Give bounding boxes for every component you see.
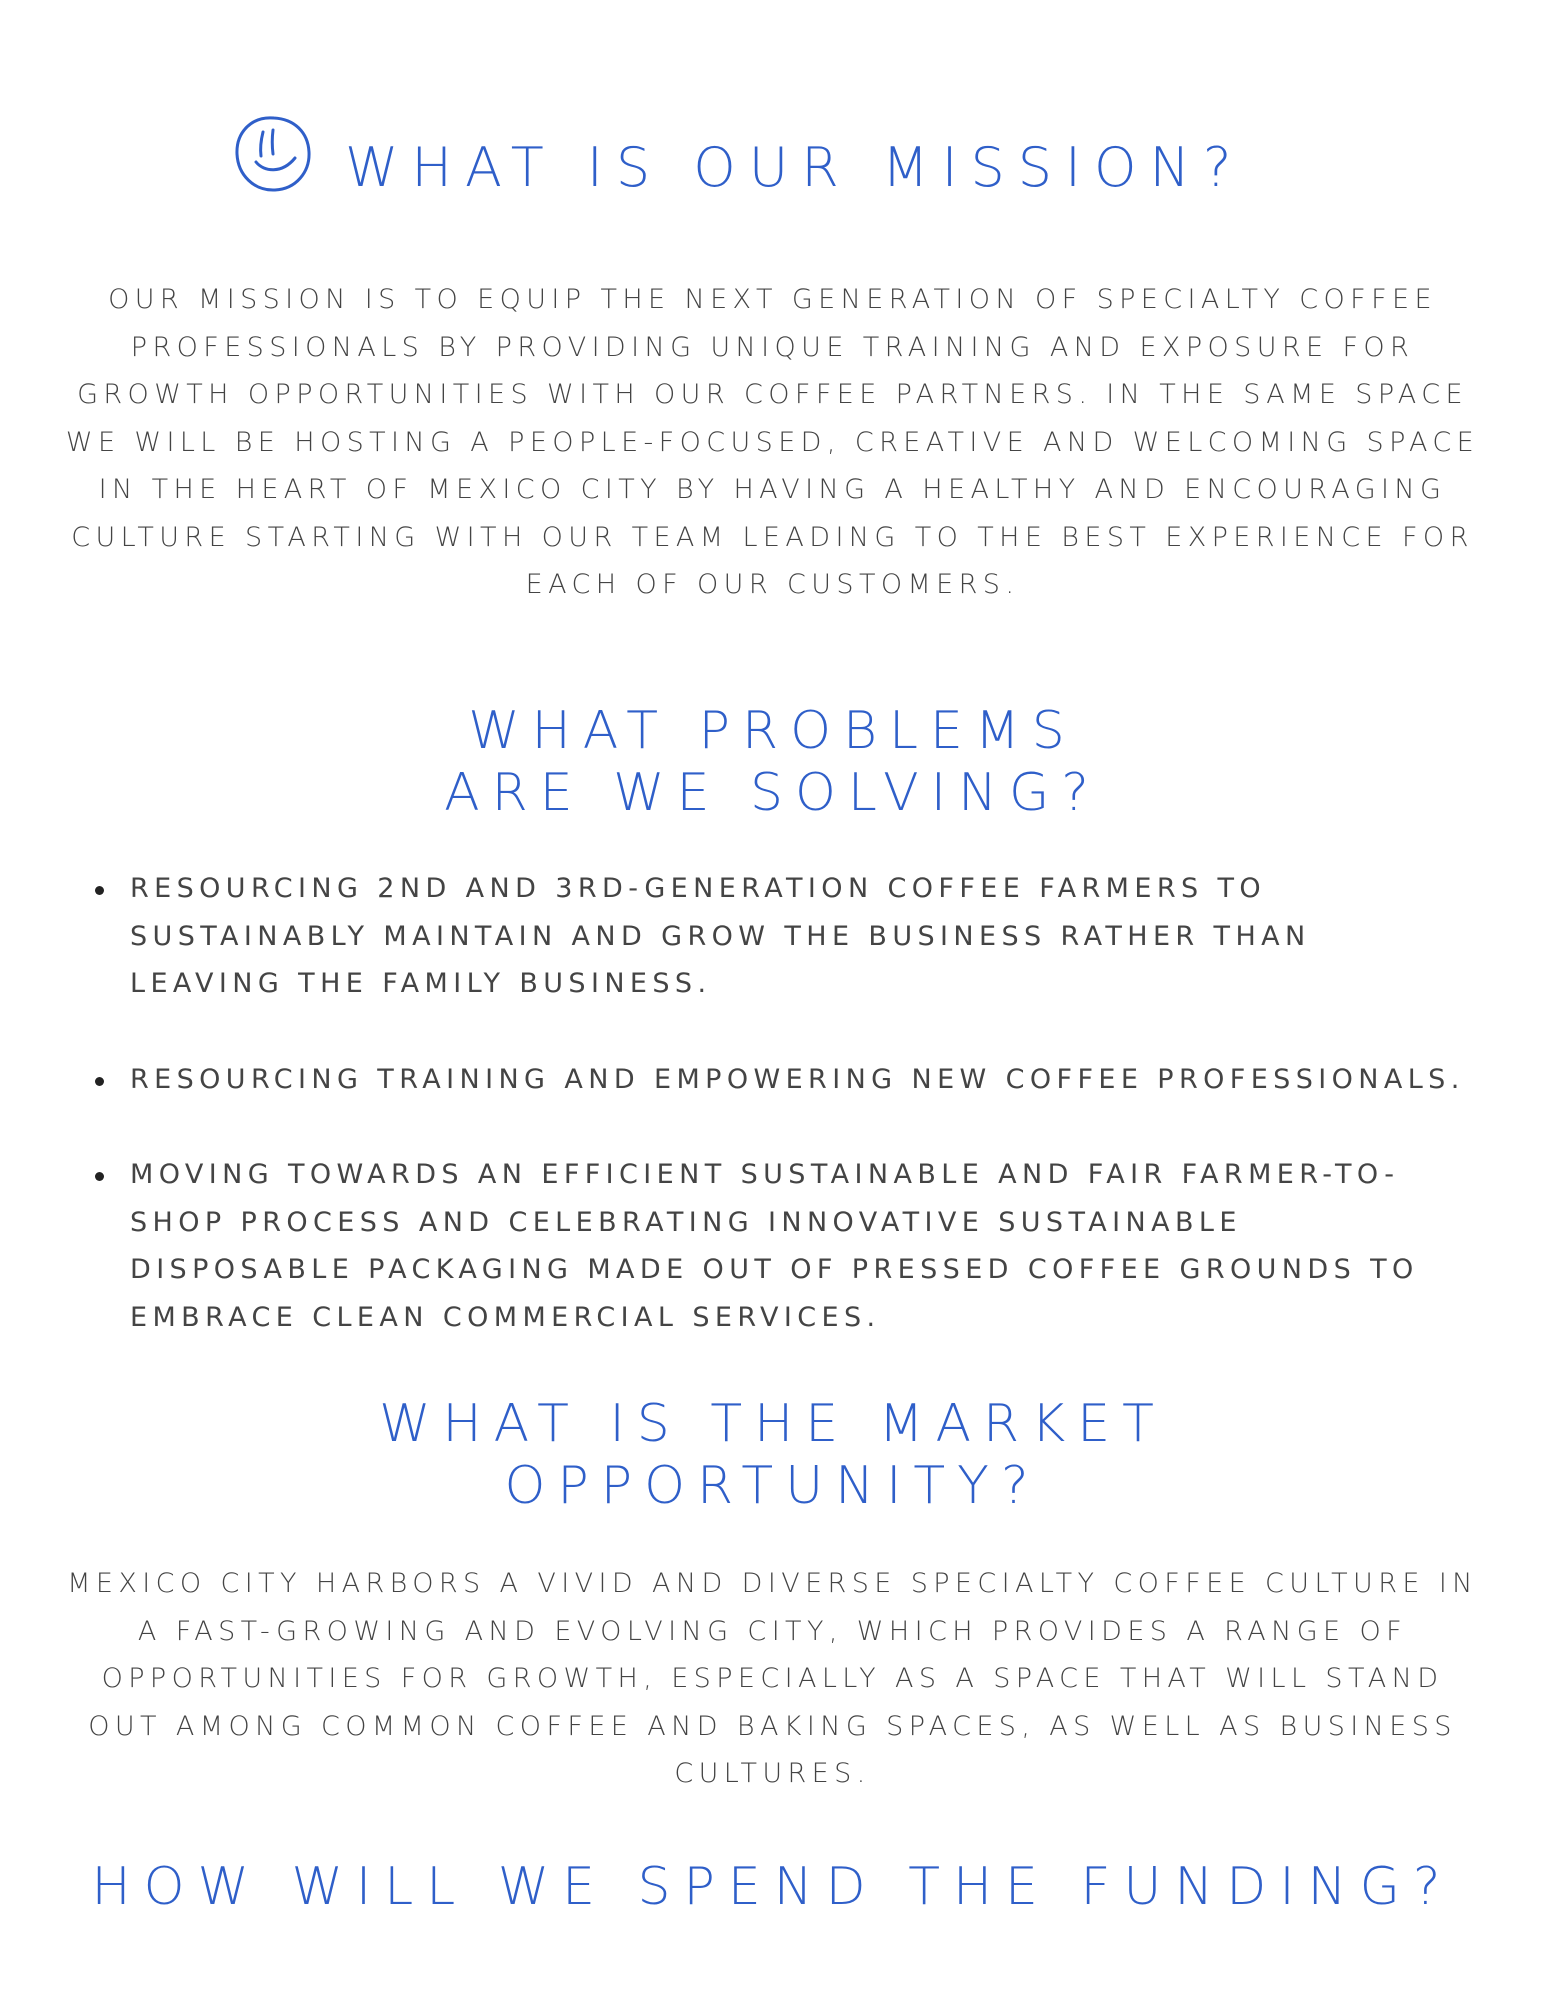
problems-list	[95, 865, 1475, 1389]
list-item	[95, 865, 1475, 1008]
bullet-dot-icon	[95, 1172, 104, 1181]
market-heading-line1: WHAT IS THE MARKET	[379, 1394, 1166, 1454]
list-item	[95, 1056, 1475, 1104]
problems-heading	[0, 700, 1545, 824]
market-heading	[0, 1393, 1545, 1517]
smiley-face-icon	[230, 112, 316, 198]
mission-paragraph: OUR MISSION IS TO EQUIP THE NEXT GENERATION OF SPECIALTY COFFEE PROFESSIONALS BY PROVIDING UNIQUE TRAINING AND EXPOSURE FOR GROWTH OPPORTUNITIES WITH OUR COFFEE PARTNERS. IN THE SAME SPACE WE WILL BE HOSTING A PEOPLE-FOCUSED, CREATIVE AND WELCOMING SPACE IN THE HEART OF MEXICO CITY BY HAVING A HEALTHY AND ENCOURAGING CULTURE STARTING WITH OUR TEAM LEADING TO THE BEST EXPERIENCE FOR EACH OF OUR CUSTOMERS.	[65, 284, 1480, 600]
bullet-dot-icon	[95, 1077, 104, 1086]
bullet-dot-icon	[95, 886, 104, 895]
list-item	[95, 1151, 1475, 1341]
problems-heading-line1: WHAT PROBLEMS	[468, 701, 1077, 761]
market-heading-line2: OPPORTUNITY?	[504, 1456, 1041, 1516]
funding-heading: HOW WILL WE SPEND THE FUNDING?	[91, 1857, 1454, 1917]
list-item-text: RESOURCING TRAINING AND EMPOWERING NEW COFFEE PROFESSIONALS.	[130, 1063, 1465, 1095]
problems-heading-line2: ARE WE SOLVING?	[444, 763, 1101, 823]
mission-heading: WHAT IS OUR MISSION?	[345, 136, 1245, 199]
list-item-text: RESOURCING 2ND AND 3RD-GENERATION COFFEE FARMERS TO SUSTAINABLY MAINTAIN AND GROW THE BUSINESS RATHER THAN LEAVING THE FAMILY BUSINESS.	[130, 873, 1311, 999]
market-paragraph: MEXICO CITY HARBORS A VIVID AND DIVERSE SPECIALTY COFFEE CULTURE IN A FAST-GROWING AND EVOLVING CITY, WHICH PROVIDES A RANGE OF OPPORTUNITIES FOR GROWTH, ESPECIALLY AS A SPACE THAT WILL STAND OUT AMONG COMMON COFFEE AND BAKING SPACES, AS WELL AS BUSINESS CULTURES.	[67, 1568, 1478, 1789]
list-item-text: MOVING TOWARDS AN EFFICIENT SUSTAINABLE AND FAIR FARMER-TO-SHOP PROCESS AND CELEBRATING INNOVATIVE SUSTAINABLE DISPOSABLE PACKAGING MADE OUT OF PRESSED COFFEE GROUNDS TO EMBRACE CLEAN COMMERCIAL SERVICES.	[130, 1159, 1419, 1333]
